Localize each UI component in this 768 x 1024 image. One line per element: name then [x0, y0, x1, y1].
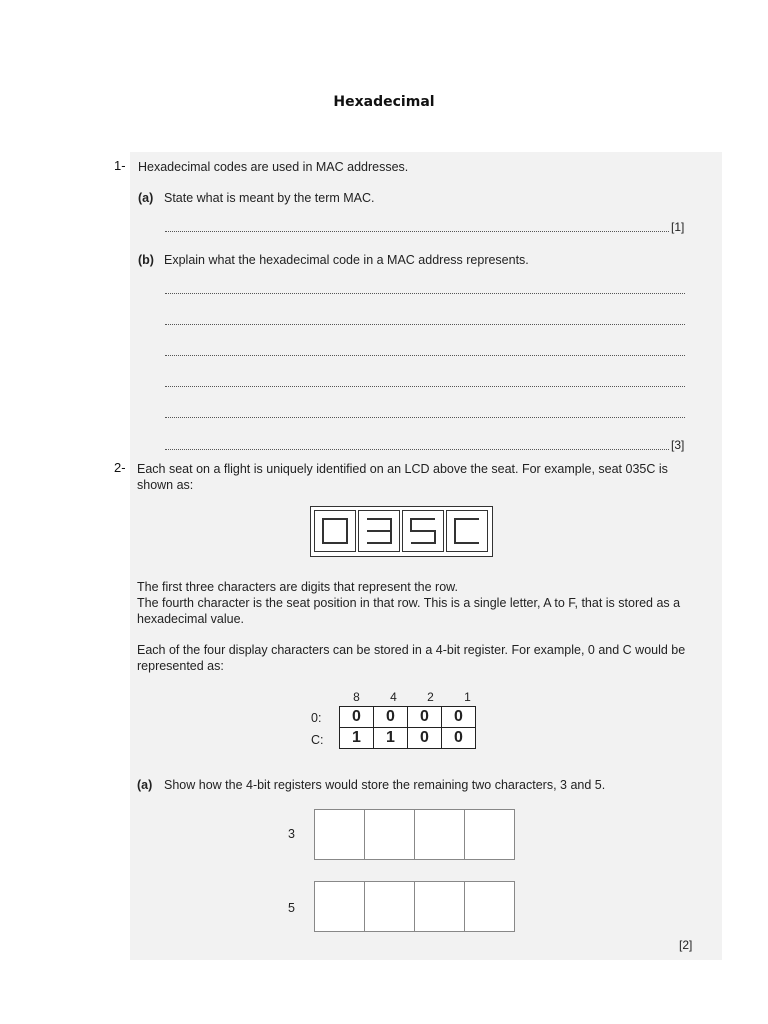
register-row: [340, 728, 476, 749]
answer-line-1b-6[interactable]: [165, 449, 669, 450]
answer-line-1b-5[interactable]: [165, 417, 685, 418]
register-header-4: 4: [390, 690, 397, 704]
page-title: Hexadecimal: [333, 94, 435, 110]
answer-bit-cell[interactable]: [365, 810, 415, 860]
question-2a-text: Show how the 4-bit registers would store the remaining two characters, 3 and 5.: [164, 778, 606, 792]
question-2-number: 2-: [114, 460, 126, 475]
answer-bit-cell[interactable]: [415, 810, 465, 860]
register-row: [340, 707, 476, 728]
question-1b-text: Explain what the hexadecimal code in a MAC address represents.: [164, 253, 529, 267]
question-2a-label: (a): [137, 778, 153, 792]
register-row-label-c: C:: [311, 733, 324, 747]
question-1b-label: (b): [138, 253, 154, 267]
question-1a-label: (a): [138, 191, 154, 205]
answer-register-3: [314, 809, 515, 860]
register-header-2: 2: [427, 690, 434, 704]
question-1a-text: State what is meant by the term MAC.: [164, 191, 375, 205]
question-1-stem: Hexadecimal codes are used in MAC addresses.: [138, 160, 409, 174]
answer-bit-cell[interactable]: [465, 810, 515, 860]
question-2-para2: Each of the four display characters can be stored in a 4-bit register. For example, 0 and C would be represented as:: [137, 643, 686, 673]
register-headers: [340, 690, 490, 706]
answer-bit-cell[interactable]: [315, 882, 365, 932]
question-2-para1-line1: The first three characters are digits that represent the row.: [137, 580, 458, 594]
answer-line-1b-4[interactable]: [165, 386, 685, 387]
lcd-char-c: [446, 510, 488, 552]
question-2-stem: Each seat on a flight is uniquely identified on an LCD above the seat. For example, seat 035C is shown as:: [137, 462, 668, 492]
answer-bit-cell[interactable]: [365, 882, 415, 932]
register-bit: 1: [374, 728, 408, 749]
register-bit: 0: [442, 707, 476, 728]
answer-register-5: [314, 881, 515, 932]
answer-line-1b-3[interactable]: [165, 355, 685, 356]
question-1-number: 1-: [114, 158, 126, 173]
register-bit: 0: [408, 707, 442, 728]
register-bit: 0: [374, 707, 408, 728]
answer-row-label-3: 3: [288, 827, 295, 841]
lcd-display: [310, 506, 493, 557]
answer-row-label-5: 5: [288, 901, 295, 915]
question-1a-mark: [1]: [671, 220, 685, 234]
register-bit: 0: [408, 728, 442, 749]
register-row-label-0: 0:: [311, 711, 322, 725]
question-2-para1-line2: The fourth character is the seat position in that row. This is a single letter, A to F, that is stored as a hexadecimal value.: [137, 596, 681, 626]
register-bit: 0: [340, 707, 374, 728]
register-bit: 1: [340, 728, 374, 749]
answer-bit-cell[interactable]: [415, 882, 465, 932]
question-2a-mark: [2]: [679, 938, 693, 952]
answer-bit-cell[interactable]: [315, 810, 365, 860]
register-header-8: 8: [353, 690, 360, 704]
question-1b-mark: [3]: [671, 438, 685, 452]
register-header-1: 1: [464, 690, 471, 704]
lcd-char-0: [314, 510, 356, 552]
answer-line-1b-1[interactable]: [165, 293, 685, 294]
lcd-char-3: [358, 510, 400, 552]
register-example-table: [339, 706, 476, 749]
answer-line-1a[interactable]: [165, 231, 669, 232]
answer-bit-cell[interactable]: [465, 882, 515, 932]
answer-line-1b-2[interactable]: [165, 324, 685, 325]
lcd-char-5: [402, 510, 444, 552]
register-bit: 0: [442, 728, 476, 749]
